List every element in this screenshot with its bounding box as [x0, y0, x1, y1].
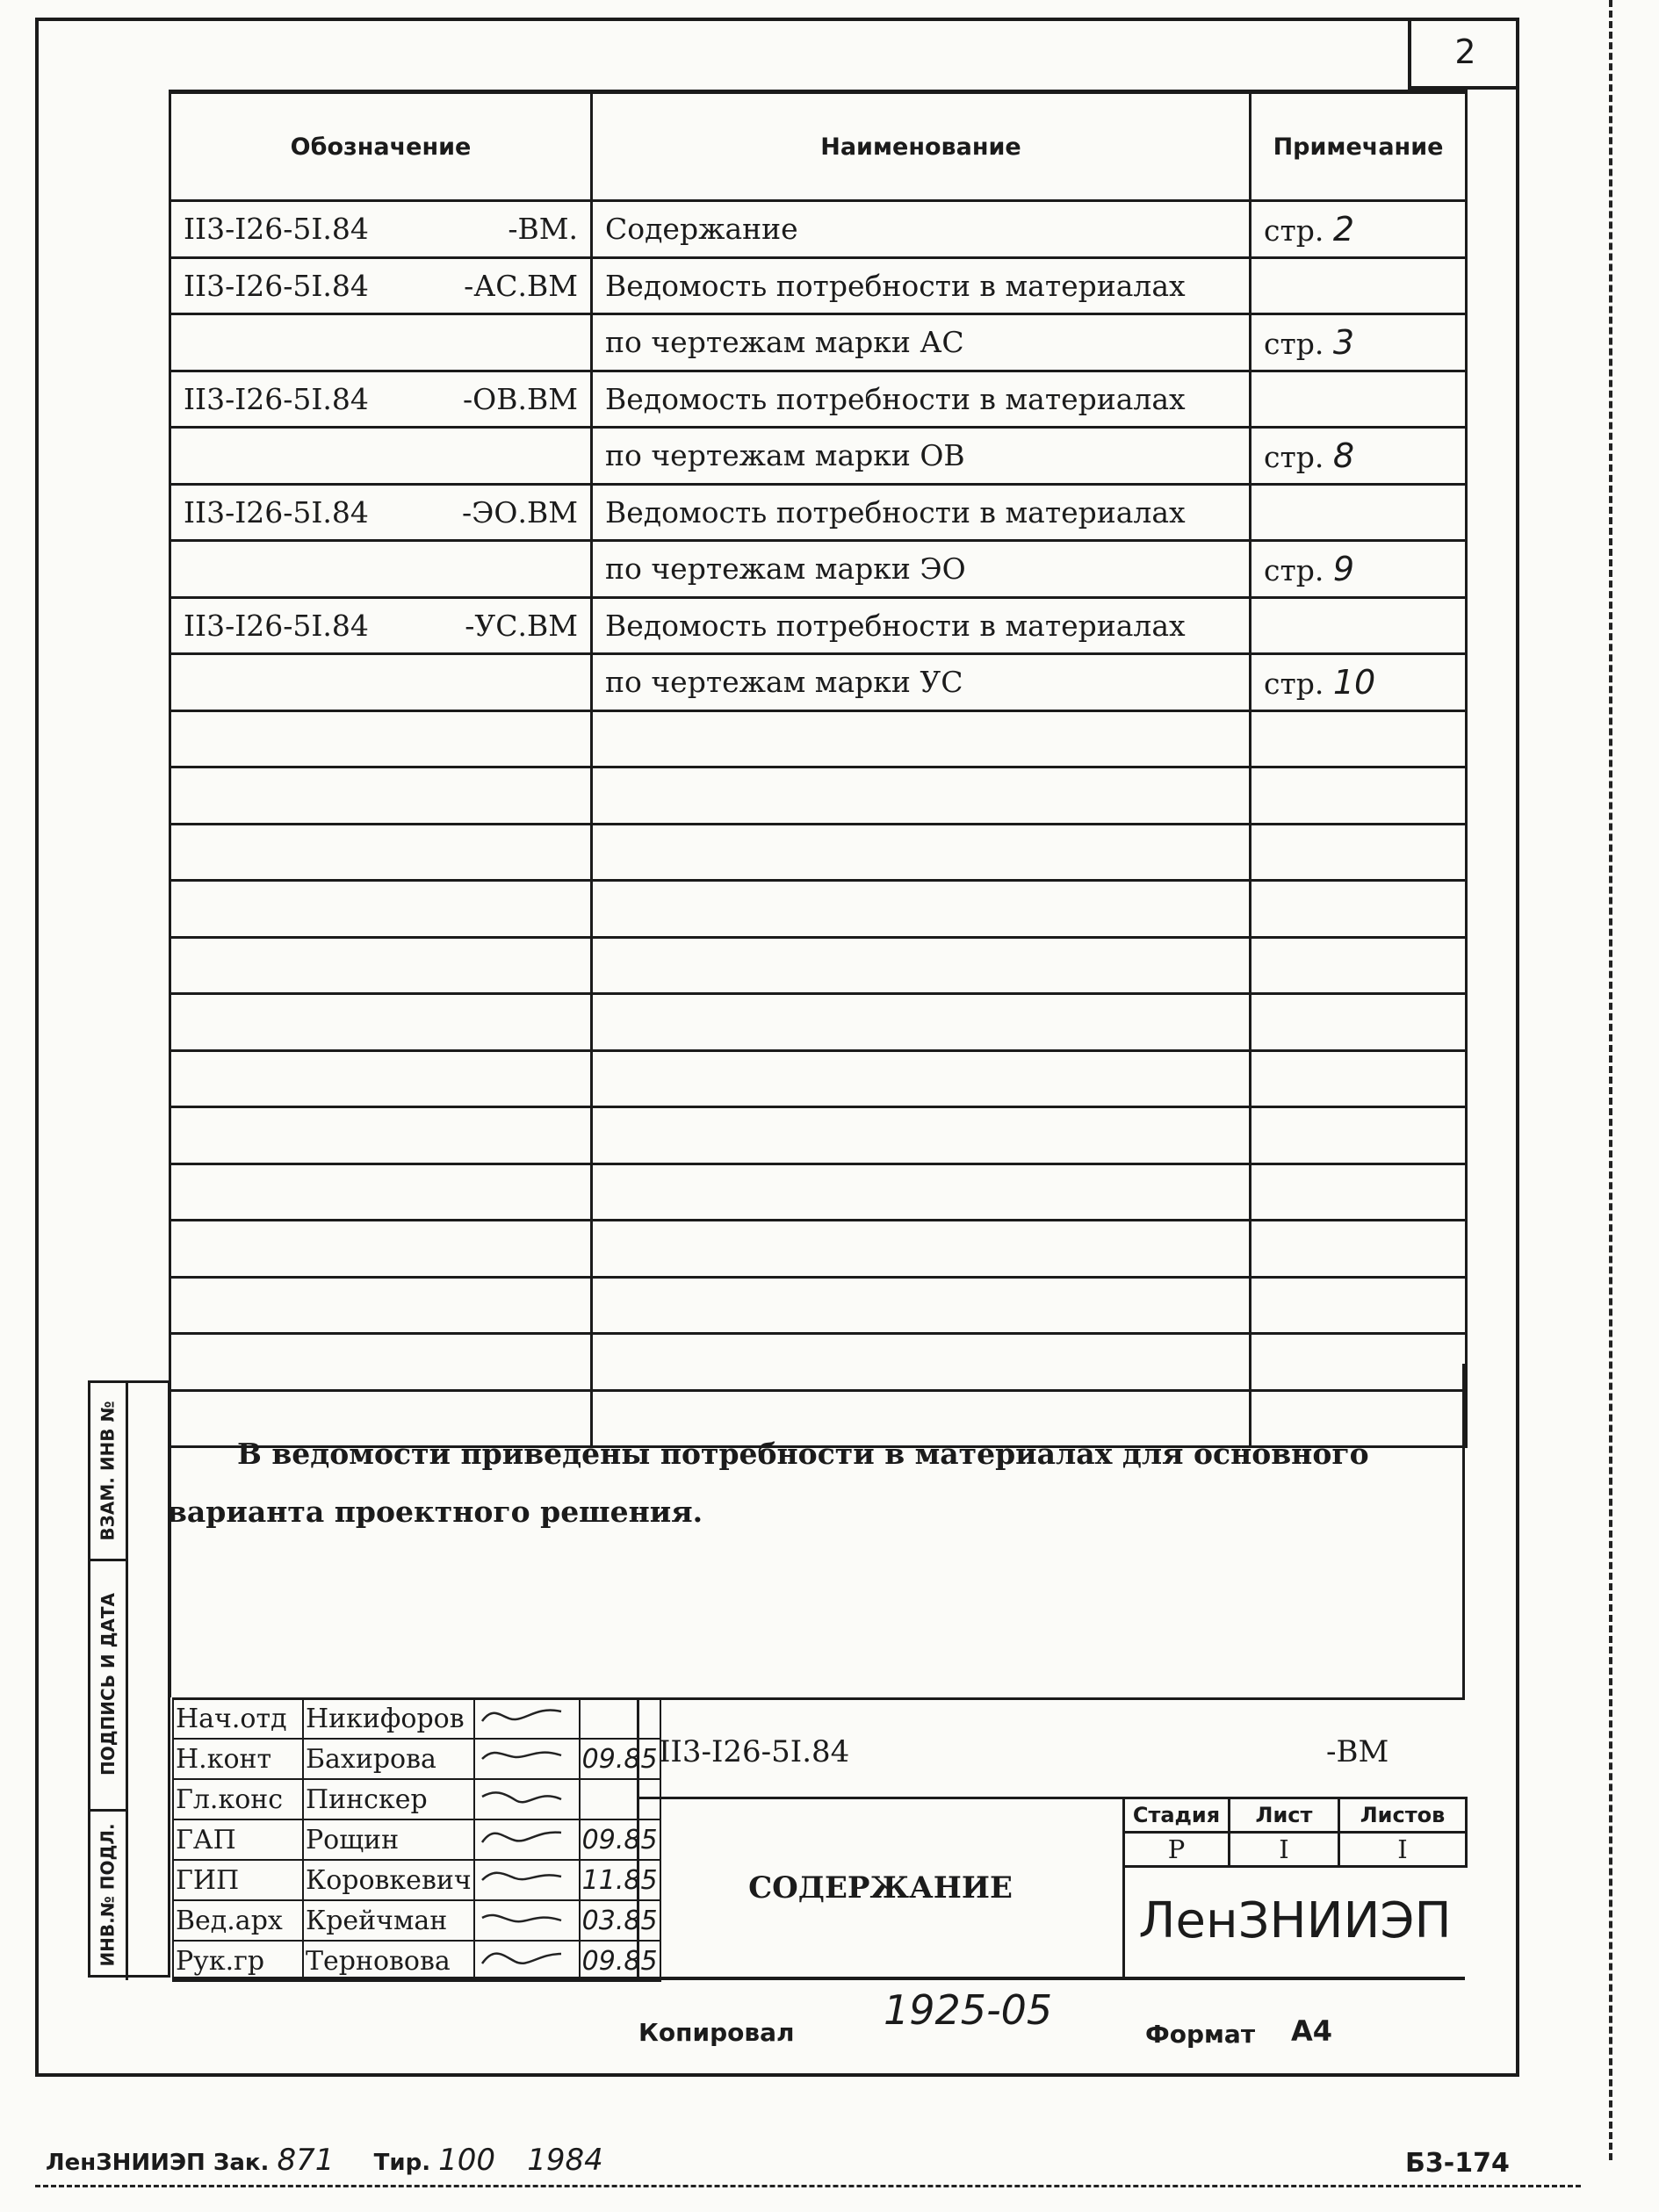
cell-note [1251, 937, 1467, 994]
title-doc-suffix: -ВМ [1326, 1734, 1389, 1769]
cell-designation [170, 1050, 592, 1107]
cell-name: по чертежам марки АС [592, 314, 1251, 371]
sheet-reference: Б3-174 [1405, 2148, 1510, 2179]
signer-row [173, 1739, 660, 1779]
table-row [170, 767, 1467, 825]
table-row [170, 1050, 1467, 1107]
handwritten-signature [477, 1699, 573, 1731]
signature-cell [474, 1941, 580, 1981]
table-row [170, 1221, 1467, 1278]
note-text: стр. [1264, 552, 1324, 587]
handwritten-signature [477, 1861, 573, 1892]
signer-date [580, 1698, 660, 1739]
signer-date: 09.85 [580, 1739, 660, 1779]
header-designation: Обозначение [170, 92, 592, 201]
contents-table [169, 90, 1468, 1448]
copy-number: 1925-05 [884, 1986, 1053, 2034]
note-line-2: варианта проектного решения. [167, 1495, 703, 1529]
cell-note [1251, 881, 1467, 938]
cell-designation [170, 654, 592, 711]
cell-name: по чертежам марки ОВ [592, 428, 1251, 485]
cell-note [1251, 654, 1467, 711]
sheets-value: I [1339, 1833, 1467, 1867]
cell-note [1251, 710, 1467, 767]
signer-row [173, 1860, 660, 1900]
table-row [170, 1277, 1467, 1334]
signer-name: Бахирова [303, 1739, 474, 1779]
table-row [170, 937, 1467, 994]
cell-name: по чертежам марки ЭО [592, 541, 1251, 598]
designation-code: II3-I26-5I.84 [184, 268, 369, 303]
page-number: 2 [1332, 209, 1355, 249]
format-label: Формат [1145, 2020, 1256, 2049]
signer-row [173, 1698, 660, 1739]
sheet-number-box [1408, 18, 1519, 90]
print-line [35, 2185, 1581, 2187]
side-label-inv-podl: ИНВ.№ ПОДЛ. [97, 1822, 119, 1967]
note-text: стр. [1264, 326, 1324, 361]
page-number: 8 [1332, 436, 1355, 475]
table-row [170, 484, 1467, 541]
sheet-value: I [1230, 1833, 1339, 1867]
signature-cell [474, 1819, 580, 1860]
table-row [170, 1164, 1467, 1221]
header-note: Примечание [1251, 92, 1467, 201]
trim-line [1609, 0, 1612, 2160]
note-text: стр. [1264, 666, 1324, 701]
stage-value: Р [1124, 1833, 1230, 1867]
cell-name [592, 1221, 1251, 1278]
general-note [167, 1425, 1449, 1541]
designation-suffix: -АС.ВМ [464, 268, 578, 303]
designation-suffix: -ВМ. [508, 212, 578, 247]
designation-suffix: -ОВ.ВМ [463, 381, 578, 416]
stage-label: Стадия [1124, 1798, 1230, 1833]
cell-designation [170, 767, 592, 825]
side-cell-signature [90, 1559, 128, 1812]
signer-date: 03.85 [580, 1900, 660, 1941]
side-cell-inv-podl [90, 1809, 128, 1980]
title-block-bottom [172, 1977, 1465, 1980]
cell-designation [170, 1221, 592, 1278]
note-text: стр. [1264, 213, 1324, 248]
designation-code: II3-I26-5I.84 [184, 608, 369, 643]
signer-role: ГАП [173, 1819, 303, 1860]
signature-cell [474, 1860, 580, 1900]
table-row [170, 710, 1467, 767]
table-row [170, 654, 1467, 711]
signer-date: 09.85 [580, 1819, 660, 1860]
cell-designation [170, 1107, 592, 1164]
cell-designation [170, 710, 592, 767]
signer-date [580, 1779, 660, 1819]
cell-name: Содержание [592, 201, 1251, 258]
table-row [170, 257, 1467, 314]
cell-designation [170, 994, 592, 1051]
cell-name [592, 1164, 1251, 1221]
header-name: Наименование [592, 92, 1251, 201]
cell-designation [170, 937, 592, 994]
side-stamp [88, 1380, 170, 1978]
signer-role: ГИП [173, 1860, 303, 1900]
table-row [170, 428, 1467, 485]
page-number: 9 [1332, 549, 1355, 588]
cell-name: Ведомость потребности в материалах [592, 371, 1251, 428]
designation-code: II3-I26-5I.84 [184, 494, 369, 530]
cell-note [1251, 428, 1467, 485]
print-info [46, 2143, 603, 2178]
print-org: ЛенЗНИИЭП [46, 2150, 206, 2176]
sheets-label: Листов [1339, 1798, 1467, 1833]
cell-name: Ведомость потребности в материалах [592, 484, 1251, 541]
signature-cell [474, 1739, 580, 1779]
cell-name [592, 994, 1251, 1051]
cell-note [1251, 257, 1467, 314]
title-doc-code: II3-I26-5I.84 [659, 1734, 850, 1769]
side-cell-inv-vzam [90, 1383, 128, 1561]
signature-cell [474, 1779, 580, 1819]
signer-date: 09.85 [580, 1941, 660, 1981]
signer-row [173, 1941, 660, 1981]
print-order-label: Зак. [213, 2150, 270, 2176]
side-label-inv-vzam: ВЗАМ. ИНВ № [97, 1401, 119, 1541]
signer-row [173, 1900, 660, 1941]
cell-note [1251, 1107, 1467, 1164]
cell-note [1251, 201, 1467, 258]
cell-note [1251, 1221, 1467, 1278]
cell-name [592, 824, 1251, 881]
cell-note [1251, 597, 1467, 654]
cell-name [592, 937, 1251, 994]
signature-cell [474, 1698, 580, 1739]
side-label-signature: ПОДПИСЬ И ДАТА [97, 1592, 119, 1776]
cell-designation [170, 541, 592, 598]
signature-cell [474, 1900, 580, 1941]
stage-table [1122, 1797, 1468, 1868]
table-row [170, 541, 1467, 598]
table-row [170, 201, 1467, 258]
handwritten-signature [477, 1901, 573, 1933]
table-row [170, 371, 1467, 428]
cell-note [1251, 824, 1467, 881]
signer-name: Пинскер [303, 1779, 474, 1819]
table-row [170, 881, 1467, 938]
print-order-no: 871 [277, 2143, 335, 2178]
cell-name [592, 881, 1251, 938]
signer-name: Крейчман [303, 1900, 474, 1941]
cell-designation [170, 428, 592, 485]
cell-designation [170, 314, 592, 371]
cell-name [592, 1277, 1251, 1334]
table-row [170, 994, 1467, 1051]
page-number: 3 [1332, 322, 1355, 362]
title-doc-title: СОДЕРЖАНИЕ [748, 1870, 1013, 1906]
organization-name: ЛенЗНИИЭП [1122, 1865, 1465, 1977]
cell-designation [170, 597, 592, 654]
table-row [170, 314, 1467, 371]
cell-designation [170, 881, 592, 938]
handwritten-signature [477, 1780, 573, 1812]
signer-role: Вед.арх [173, 1900, 303, 1941]
cell-name [592, 767, 1251, 825]
cell-designation [170, 1164, 592, 1221]
cell-note [1251, 314, 1467, 371]
signatures-table [172, 1697, 661, 1982]
signer-name: Никифоров [303, 1698, 474, 1739]
page-number: 10 [1332, 662, 1376, 702]
designation-suffix: -ЭО.ВМ [462, 494, 578, 530]
table-row [170, 824, 1467, 881]
cell-designation [170, 257, 592, 314]
cell-name [592, 1107, 1251, 1164]
signer-role: Гл.конс [173, 1779, 303, 1819]
cell-note [1251, 484, 1467, 541]
signer-name: Терновова [303, 1941, 474, 1981]
cell-name: Ведомость потребности в материалах [592, 597, 1251, 654]
cell-note [1251, 1050, 1467, 1107]
designation-code: II3-I26-5I.84 [184, 212, 369, 247]
handwritten-signature [477, 1942, 573, 1973]
cell-name [592, 1050, 1251, 1107]
print-year: 1984 [527, 2143, 603, 2178]
sheet-label: Лист [1230, 1798, 1339, 1833]
copied-label: Копировал [638, 2018, 795, 2047]
cell-note [1251, 371, 1467, 428]
print-run-label: Тир. [373, 2150, 431, 2176]
signer-role: Н.конт [173, 1739, 303, 1779]
cell-note [1251, 1164, 1467, 1221]
handwritten-signature [477, 1820, 573, 1852]
cell-note [1251, 767, 1467, 825]
signer-name: Рощин [303, 1819, 474, 1860]
cell-designation [170, 1277, 592, 1334]
signer-role: Рук.гр [173, 1941, 303, 1981]
cell-note [1251, 541, 1467, 598]
table-row [170, 597, 1467, 654]
format-value: А4 [1291, 2014, 1333, 2048]
cell-name: по чертежам марки УС [592, 654, 1251, 711]
cell-designation [170, 201, 592, 258]
table-row [170, 1107, 1467, 1164]
cell-note [1251, 1277, 1467, 1334]
signer-name: Коровкевич [303, 1860, 474, 1900]
cell-designation [170, 484, 592, 541]
cell-note [1251, 994, 1467, 1051]
cell-name: Ведомость потребности в материалах [592, 257, 1251, 314]
note-text: стр. [1264, 439, 1324, 474]
signer-row [173, 1779, 660, 1819]
print-run-no: 100 [438, 2143, 496, 2178]
cell-designation [170, 371, 592, 428]
signer-row [173, 1819, 660, 1860]
signer-date: 11.85 [580, 1860, 660, 1900]
title-block-divider [637, 1697, 639, 1977]
cell-designation [170, 824, 592, 881]
handwritten-signature [477, 1740, 573, 1771]
sheet-number: 2 [1454, 32, 1476, 71]
cell-name [592, 710, 1251, 767]
signer-role: Нач.отд [173, 1698, 303, 1739]
note-line-1: В ведомости приведены потребности в материалах для основного [237, 1437, 1369, 1471]
designation-suffix: -УС.ВМ [465, 608, 578, 643]
table-header-row [170, 92, 1467, 201]
designation-code: II3-I26-5I.84 [184, 381, 369, 416]
